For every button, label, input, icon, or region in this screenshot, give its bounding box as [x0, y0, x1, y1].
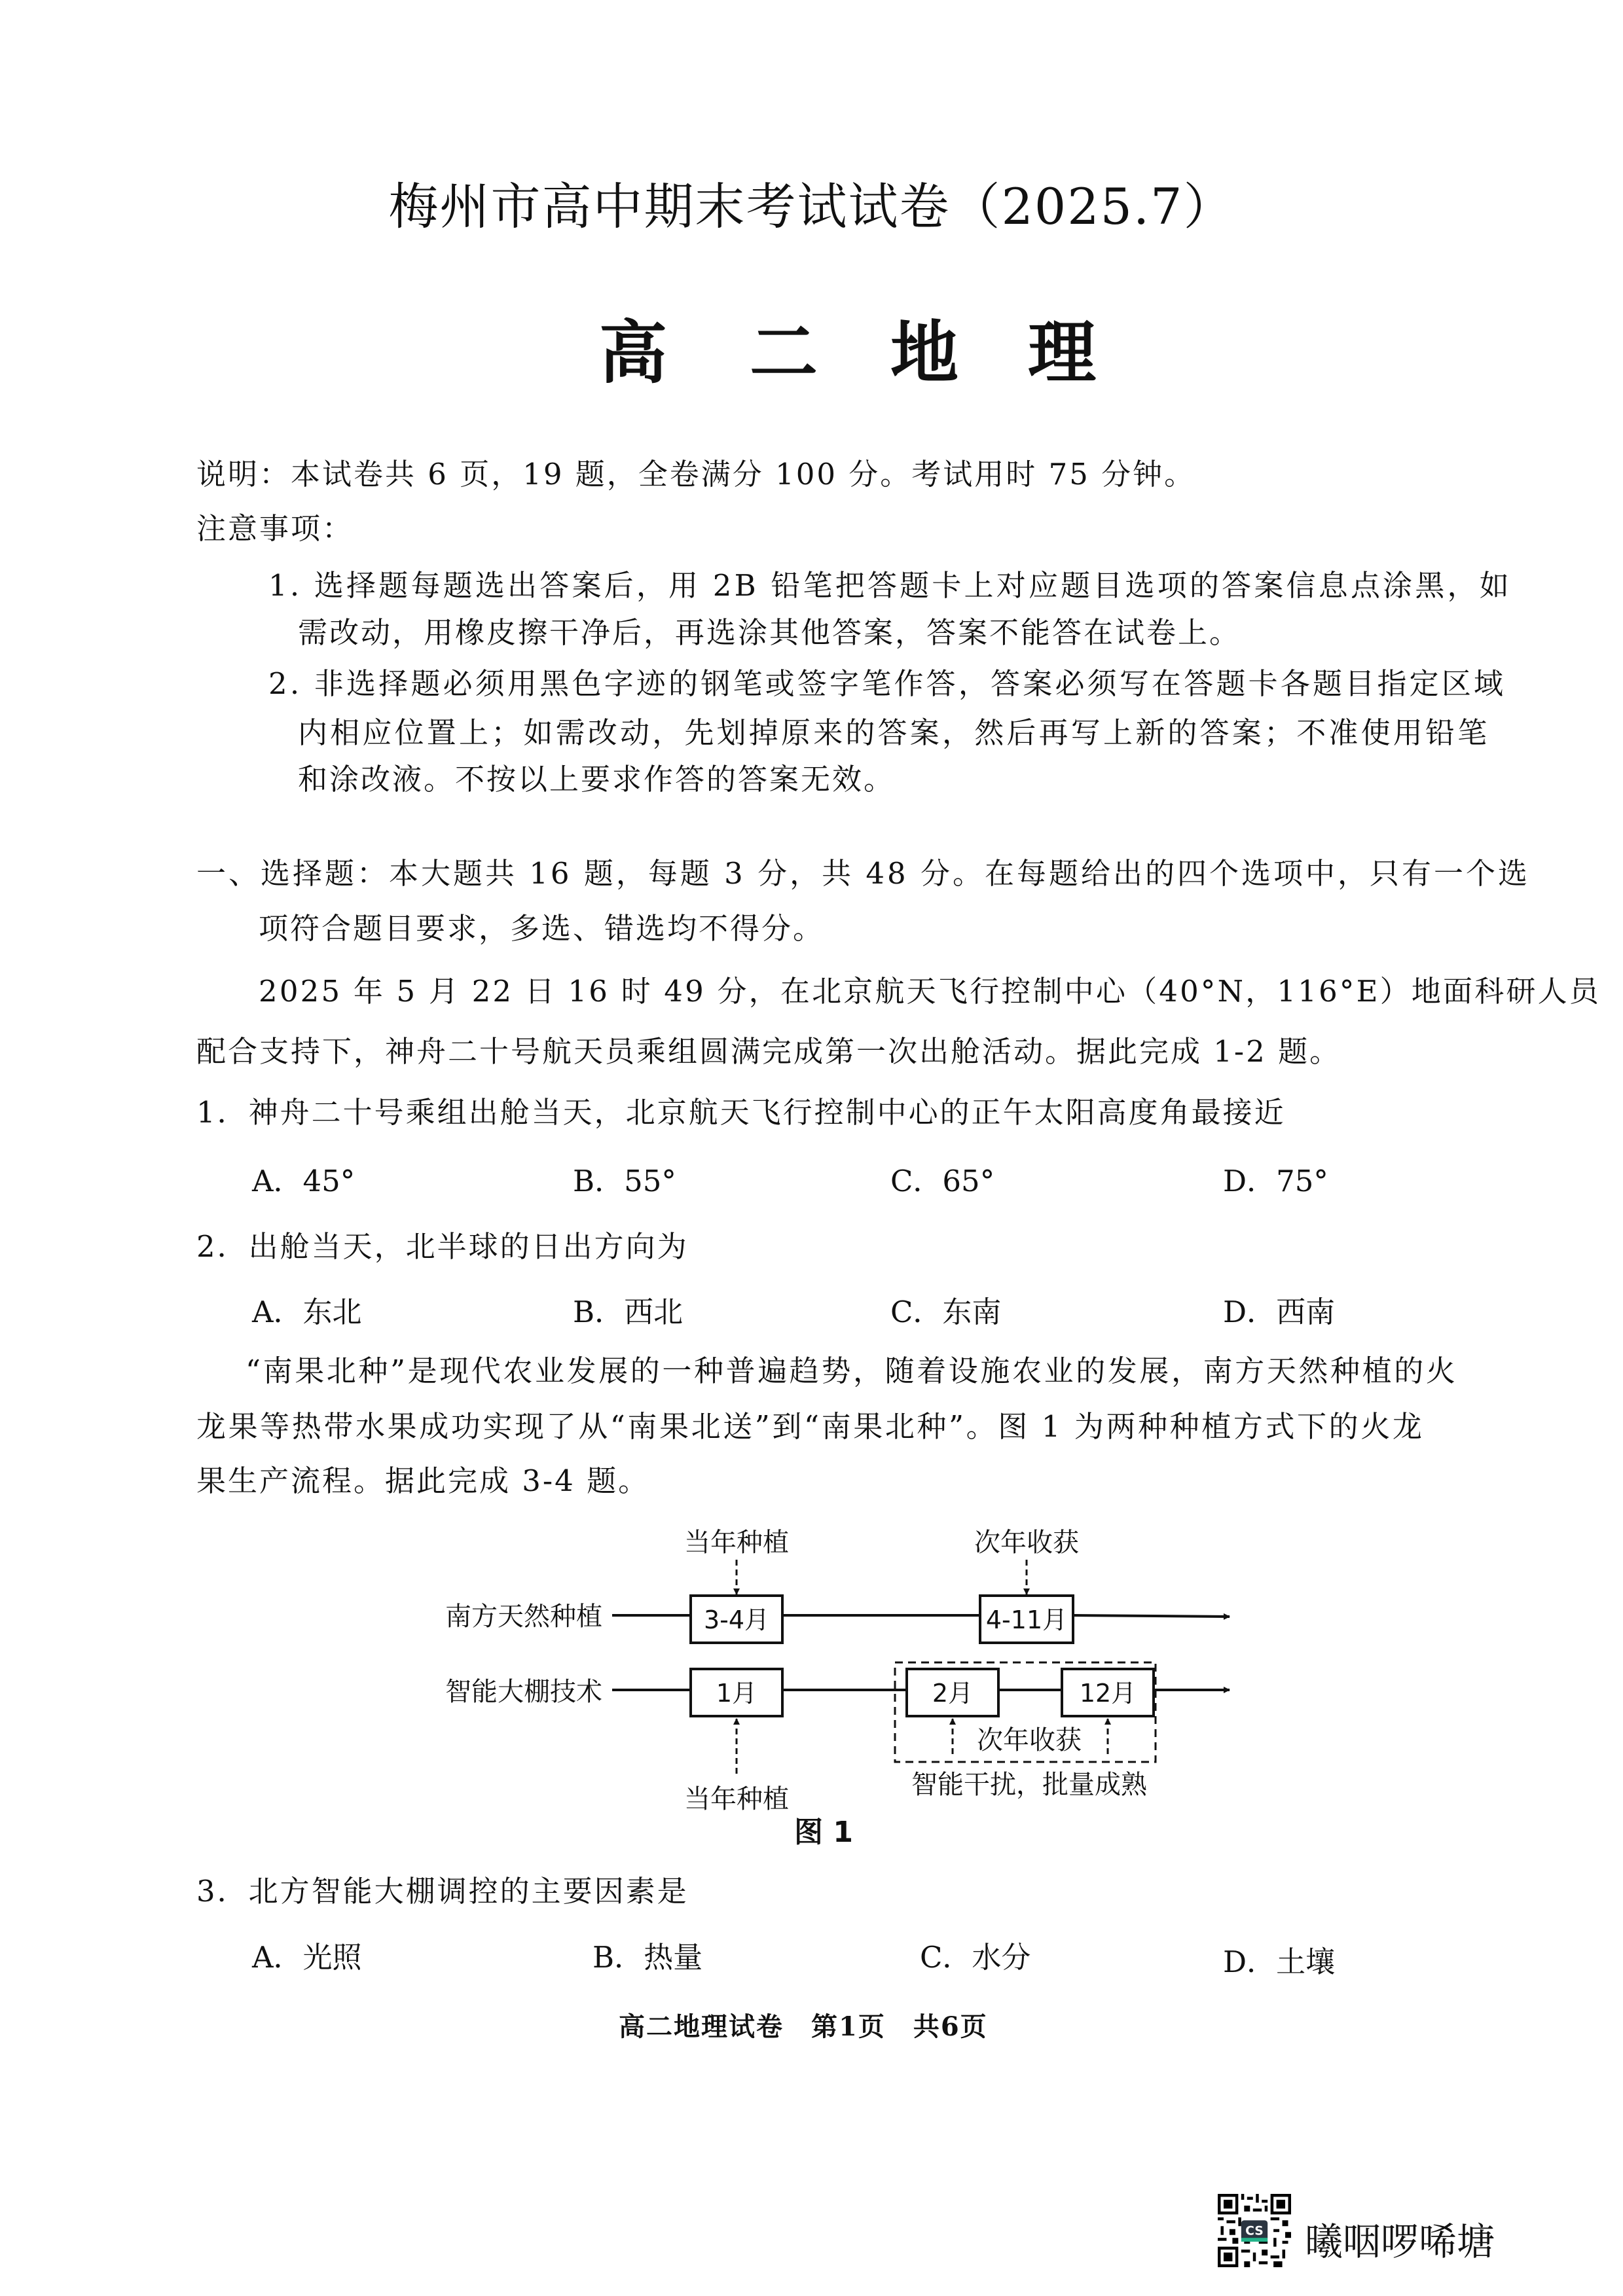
row-2-annotation-intelligent-control: 智能干扰，批量成熟	[911, 1770, 1147, 1800]
section-heading-line-2: 项符合题目要求，多选、错选均不得分。	[259, 911, 825, 946]
question-2-option-d[interactable]: D．西南	[1223, 1295, 1336, 1329]
notice-item-2-line-2: 内相应位置上；如需改动，先划掉原来的答案，然后再写上新的答案；不准使用铅笔	[298, 715, 1490, 750]
row-2-label: 智能大棚技术	[445, 1677, 602, 1707]
question-2-option-b[interactable]: B．西北	[573, 1295, 684, 1329]
notice-item-1-line-2: 需改动，用橡皮擦干净后，再选涂其他答案，答案不能答在试卷上。	[298, 615, 1241, 650]
subject-char-3: 地	[890, 313, 959, 393]
page-footer: 高二地理试卷 第1页 共6页	[619, 2011, 988, 2042]
figure-1-caption: 图 1	[794, 1816, 853, 1849]
scanner-watermark: 曦咽啰唏塘	[1305, 2219, 1495, 2264]
notice-item-2-line-3: 和涂改液。不按以上要求作答的答案无效。	[298, 762, 896, 797]
question-1-option-a[interactable]: A．45°	[252, 1164, 356, 1198]
row-1-timeline-arrow	[1073, 1615, 1230, 1617]
subject-char-4: 理	[1028, 313, 1097, 393]
question-3-option-d[interactable]: D．土壤	[1223, 1945, 1336, 1979]
row-1-box-planting-label: 3-4月	[703, 1605, 770, 1634]
passage-2-line-3: 果生产流程。据此完成 3-4 题。	[196, 1463, 650, 1498]
passage-2-line-1: “南果北种”是现代农业发展的一种普遍趋势，随着设施农业的发展，南方天然种植的火	[246, 1354, 1458, 1388]
question-3-option-b[interactable]: B．热量	[593, 1940, 703, 1975]
exam-title: 梅州市高中期末考试试卷（2025.7）	[388, 177, 1235, 236]
row-2-annotation-harvest: 次年收获	[977, 1725, 1082, 1755]
question-2-stem: 2．出舱当天，北半球的日出方向为	[196, 1229, 689, 1264]
notice-item-1-line-1: 1. 选择题每题选出答案后，用 2B 铅笔把答题卡上对应题目选项的答案信息点涂黑，如	[268, 568, 1512, 603]
passage-1-line-1: 2025 年 5 月 22 日 16 时 49 分，在北京航天飞行控制中心（40°N，116°E）地面科研人员	[259, 974, 1601, 1009]
question-2-option-a[interactable]: A．东北	[252, 1295, 362, 1329]
row-2-box-harvest-end-label: 12月	[1079, 1679, 1137, 1708]
question-2-option-c[interactable]: C．东南	[890, 1295, 1002, 1329]
question-1-stem: 1．神舟二十号乘组出舱当天，北京航天飞行控制中心的正午太阳高度角最接近	[196, 1095, 1286, 1130]
question-1-option-c[interactable]: C．65°	[890, 1164, 995, 1198]
row-1-box-harvest-label: 4-11月	[985, 1605, 1068, 1634]
question-3-option-a[interactable]: A．光照	[252, 1940, 362, 1975]
row-2-box-harvest-start-label: 2月	[932, 1679, 974, 1708]
row-1-annotation-harvest: 次年收获	[974, 1528, 1079, 1558]
cs-logo-text: CS	[1245, 2224, 1264, 2238]
question-1-option-b[interactable]: B．55°	[573, 1164, 676, 1198]
passage-2-line-2: 龙果等热带水果成功实现了从“南果北送”到“南果北种”。图 1 为两种种植方式下的火龙	[196, 1409, 1425, 1444]
question-1-option-d[interactable]: D．75°	[1223, 1164, 1328, 1198]
row-2-annotation-planting: 当年种植	[684, 1784, 789, 1814]
question-3-option-c[interactable]: C．水分	[920, 1940, 1031, 1975]
row-1-label: 南方天然种植	[445, 1602, 602, 1632]
question-3-stem: 3．北方智能大棚调控的主要因素是	[196, 1874, 689, 1909]
exam-note: 说明：本试卷共 6 页，19 题，全卷满分 100 分。考试用时 75 分钟。	[196, 457, 1196, 492]
subject-char-2: 二	[750, 313, 818, 393]
notice-item-2-line-1: 2. 非选择题必须用黑色字迹的钢笔或签字笔作答，答案必须写在答题卡各题目指定区域	[268, 666, 1506, 701]
passage-1-line-2: 配合支持下，神舟二十号航天员乘组圆满完成第一次出舱活动。据此完成 1-2 题。	[196, 1034, 1341, 1069]
row-2-box-planting-label: 1月	[716, 1679, 757, 1708]
section-heading-line-1: 一、选择题：本大题共 16 题，每题 3 分，共 48 分。在每题给出的四个选项中，只有一个选	[196, 856, 1530, 891]
row-1-annotation-planting: 当年种植	[684, 1528, 789, 1558]
subject-char-1: 高	[599, 313, 668, 393]
notice-heading: 注意事项：	[196, 511, 354, 546]
qr-code-icon	[1218, 2194, 1291, 2267]
